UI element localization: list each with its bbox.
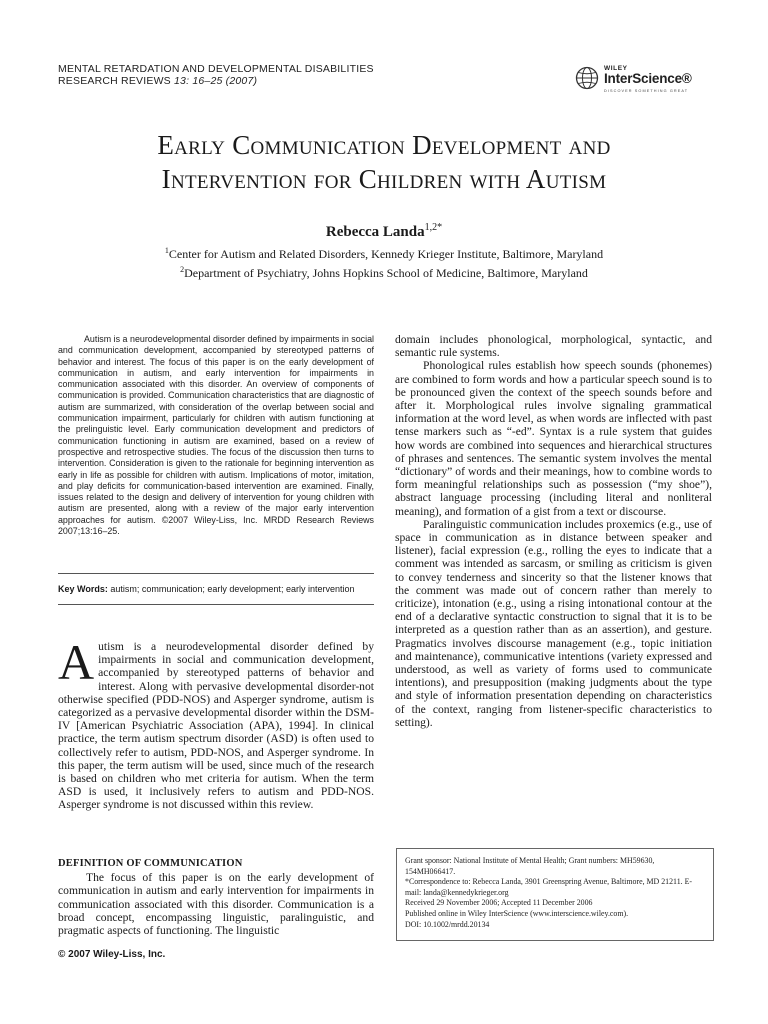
journal-name: MENTAL RETARDATION AND DEVELOPMENTAL DISABILITIES — [58, 63, 374, 75]
section-heading: DEFINITION OF COMMUNICATION — [58, 858, 243, 869]
keywords-top-rule — [58, 573, 374, 574]
copyright: © 2007 Wiley-Liss, Inc. — [58, 949, 166, 960]
abstract: Autism is a neurodevelopmental disorder defined by impairments in social and communication development, accompanied by stereotyped patterns of behavior and interest. The focus of this paper is on the early development of communication in autism, and early intervention for impairments in communication associated with this disorder. An overview of components of communication is provided. Communication characteristics that are diagnostic of autism are summarized, with consideration of the overlap between social and communication impairment, particularly for children with autism functioning at the prelinguistic level. Early communication development and predictors of communication functioning in autism are examined, based on a review of prospective and retrospective studies. The focus of the discussion then turns to intervention. Consideration is given to the rationale for beginning intervention as early in life as possible for children with autism. Implications of motor, imitation, and play deficits for communication-based intervention are examined. Finally, issues related to the design and delivery of intervention for young children with autism are presented, along with a review of the major early intervention approaches for autism. ©2007 Wiley-Liss, Inc. MRDD Research Reviews 2007;13:16–25. — [58, 334, 374, 537]
author-line — [0, 222, 768, 241]
keywords-bottom-rule — [58, 604, 374, 605]
title-line-1: Early Communication Development and — [157, 130, 611, 160]
definition-paragraph: The focus of this paper is on the early development of communication in autism and early intervention for impairments in communication associated with this disorder. Communication is a broad concept, encompassing linguistic, paralinguistic, and pragmatic aspects of functioning. The linguistic — [58, 871, 374, 938]
intro-paragraph — [58, 634, 374, 812]
affiliation-2 — [0, 265, 768, 281]
title-line-2: Intervention for Children with Autism — [161, 164, 607, 194]
journal-series — [58, 75, 374, 87]
intro-text: utism is a neurodevelopmental disorder defined by impairments in social and communication development, accompanied by stereotyped patterns of behavior and interest. Along with pervasive developmental disorder-not otherwise specified (PDD-NOS) and Asperger syndrome, autism is categorized as a pervasive developmental disorder within the DSM-IV [American Psychiatric Association (APA), 1994]. In clinical practice, the term autism spectrum disorder (ASD) is often used to collectively refer to autism, PDD-NOS, and Asperger syndrome. In this paper, the term autism will be used, since much of the research is based on children who met criteria for autism. When the term ASD is used, it inclusively refers to autism and PDD-NOS. Asperger syndrome is not discussed within this review. — [58, 640, 374, 812]
grant-sponsor: Grant sponsor: National Institute of Mental Health; Grant numbers: MH59630, 154MH066417. — [405, 856, 655, 876]
logo-tagline: DISCOVER SOMETHING GREAT — [604, 89, 689, 93]
keywords-text: autism; communication; early development; early intervention — [110, 584, 355, 594]
journal-series-name: RESEARCH REVIEWS — [58, 75, 171, 87]
affiliation-number: 1 — [164, 246, 169, 255]
interscience-wordmark: InterScience® — [604, 71, 692, 86]
published-online: Published online in Wiley InterScience (www.interscience.wiley.com). — [405, 908, 629, 918]
paragraph: Paralinguistic communication includes proxemics (e.g., use of space in communication as in distance between speaker and listener), facial expression (e.g., rolling the eyes to indicate that a comment was intended as sarcasm, or smiling as criticism is given to convey tenderness and sincerity so that the listener knows that the comment was made out of concern rather than merely to criticize), intonation (e.g., using a rising intonational contour at the end of a declarative syntactic construction to signal that it is to be interpreted as a question rather than as an assertion), and gesture. Pragmatics involves discourse management (e.g., topic initiation and maintenance), communicative intentions (variety expressed and understood, as well as variety of forms used to communicate intentions), and presupposition (making judgments about the type and style of information presentation depending on characteristics of the context, ranging from listener-specific characteristics to setting). — [395, 517, 712, 729]
doi: DOI: 10.1002/mrdd.20134 — [405, 919, 490, 929]
correspondence: *Correspondence to: Rebecca Landa, 3901 Greenspring Avenue, Baltimore, MD 21211. E-mail: landa@kennedykrieger.org — [405, 877, 693, 897]
paragraph: domain includes phonological, morphological, syntactic, and semantic rule systems. — [395, 333, 712, 360]
right-column — [395, 333, 712, 729]
drop-cap: A — [58, 634, 95, 690]
affiliation-text: Department of Psychiatry, Johns Hopkins School of Medicine, Baltimore, Maryland — [184, 266, 588, 280]
paragraph: Phonological rules establish how speech sounds (phonemes) are combined to form words and how a particular speech sound is to be pronounced given the context of the speech sounds before and after it. Morphological rules involve signaling grammatical information at the word level, as when words are inflected with past tense markers such as “-ed”. Syntax is a rule system that guides how words are combined into sequences and hierarchical structures of phrases and sentences. The semantic system involves the mental “dictionary” of words and their meanings, how to combine words to form meaningful relationships such as possession (“my shoe”), abstract language processing (including literal and nonliteral meaning), and formation of a gist from a text or discourse. — [395, 359, 712, 518]
received-date: Received 29 November 2006; Accepted 11 December 2006 — [405, 898, 593, 908]
author-marks: 1,2* — [424, 222, 443, 233]
affiliation-number: 2 — [180, 265, 185, 274]
affiliation-text: Center for Autism and Related Disorders, Kennedy Krieger Institute, Baltimore, Maryland — [168, 247, 604, 261]
footnote-box — [396, 848, 714, 941]
journal-volume: 13: 16–25 (2007) — [174, 75, 258, 87]
keywords-label: Key Words: — [58, 584, 108, 594]
globe-icon — [575, 66, 599, 90]
keywords — [58, 584, 374, 594]
affiliation-1 — [0, 246, 768, 262]
journal-header — [58, 63, 374, 87]
author-name: Rebecca Landa — [325, 224, 425, 240]
wiley-wordmark: WILEY — [604, 65, 628, 72]
publisher-logo — [575, 62, 715, 104]
article-title — [60, 128, 708, 196]
